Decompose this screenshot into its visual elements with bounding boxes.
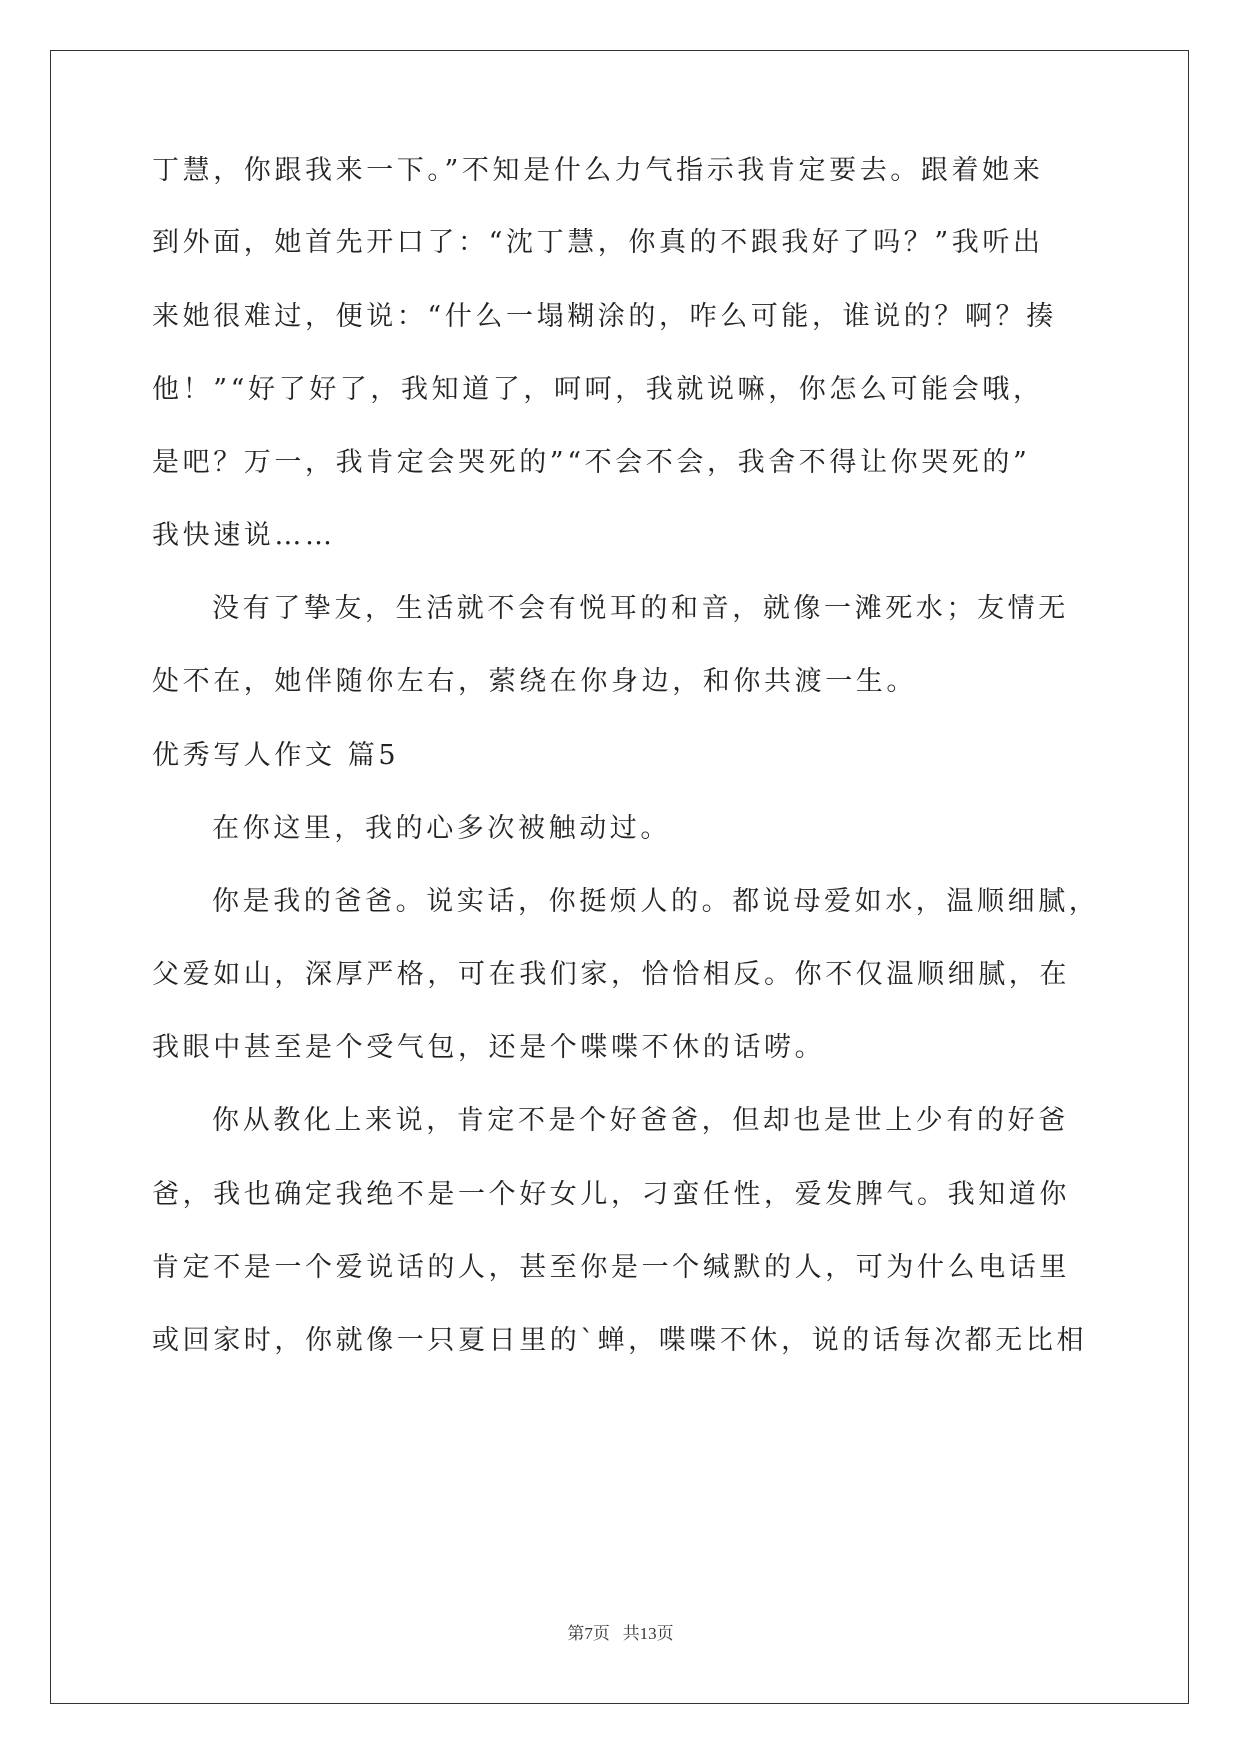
body-text-line: 丁慧，你跟我来一下。”不知是什么力气指示我肯定要去。跟着她来	[152, 155, 1044, 186]
body-text-line: 父爱如山，深厚严格，可在我们家，恰恰相反。你不仅温顺细腻，在	[152, 959, 1070, 990]
body-text-line: 我眼中甚至是个受气包，还是个喋喋不休的话唠。	[152, 1032, 826, 1063]
body-text-line: 我快速说……	[152, 520, 336, 551]
body-text-line: 是吧？万一，我肯定会哭死的”“不会不会，我舍不得让你哭死的”	[152, 447, 1031, 478]
body-text-line: 他！”“好了好了，我知道了，呵呵，我就说嘛，你怎么可能会哦，	[152, 374, 1044, 405]
section-heading: 优秀写人作文 篇5	[152, 740, 400, 771]
body-text-line: 处不在，她伴随你左右，萦绕在你身边，和你共渡一生。	[152, 666, 917, 697]
body-text-line: 到外面，她首先开口了：“沈丁慧，你真的不跟我好了吗？”我听出	[152, 227, 1044, 258]
paragraph-first-line: 没有了挚友，生活就不会有悦耳的和音，就像一滩死水；友情无	[212, 593, 1069, 624]
paragraph-first-line: 在你这里，我的心多次被触动过。	[212, 813, 671, 844]
body-text-line: 爸，我也确定我绝不是一个好女儿，刁蛮任性，爱发脾气。我知道你	[152, 1179, 1070, 1210]
paragraph-first-line: 你从教化上来说，肯定不是个好爸爸，但却也是世上少有的好爸	[212, 1105, 1069, 1136]
page-number-footer: 第7页 共13页	[567, 1624, 674, 1643]
body-text-line: 肯定不是一个爱说话的人，甚至你是一个缄默的人，可为什么电话里	[152, 1252, 1070, 1283]
body-text-line: 来她很难过，便说：“什么一塌糊涂的，咋么可能，谁说的？啊？揍	[152, 301, 1057, 332]
paragraph-first-line: 你是我的爸爸。说实话，你挺烦人的。都说母爱如水，温顺细腻，	[212, 886, 1100, 917]
body-text-line: 或回家时，你就像一只夏日里的`蝉，喋喋不休，说的话每次都无比相	[152, 1325, 1088, 1356]
